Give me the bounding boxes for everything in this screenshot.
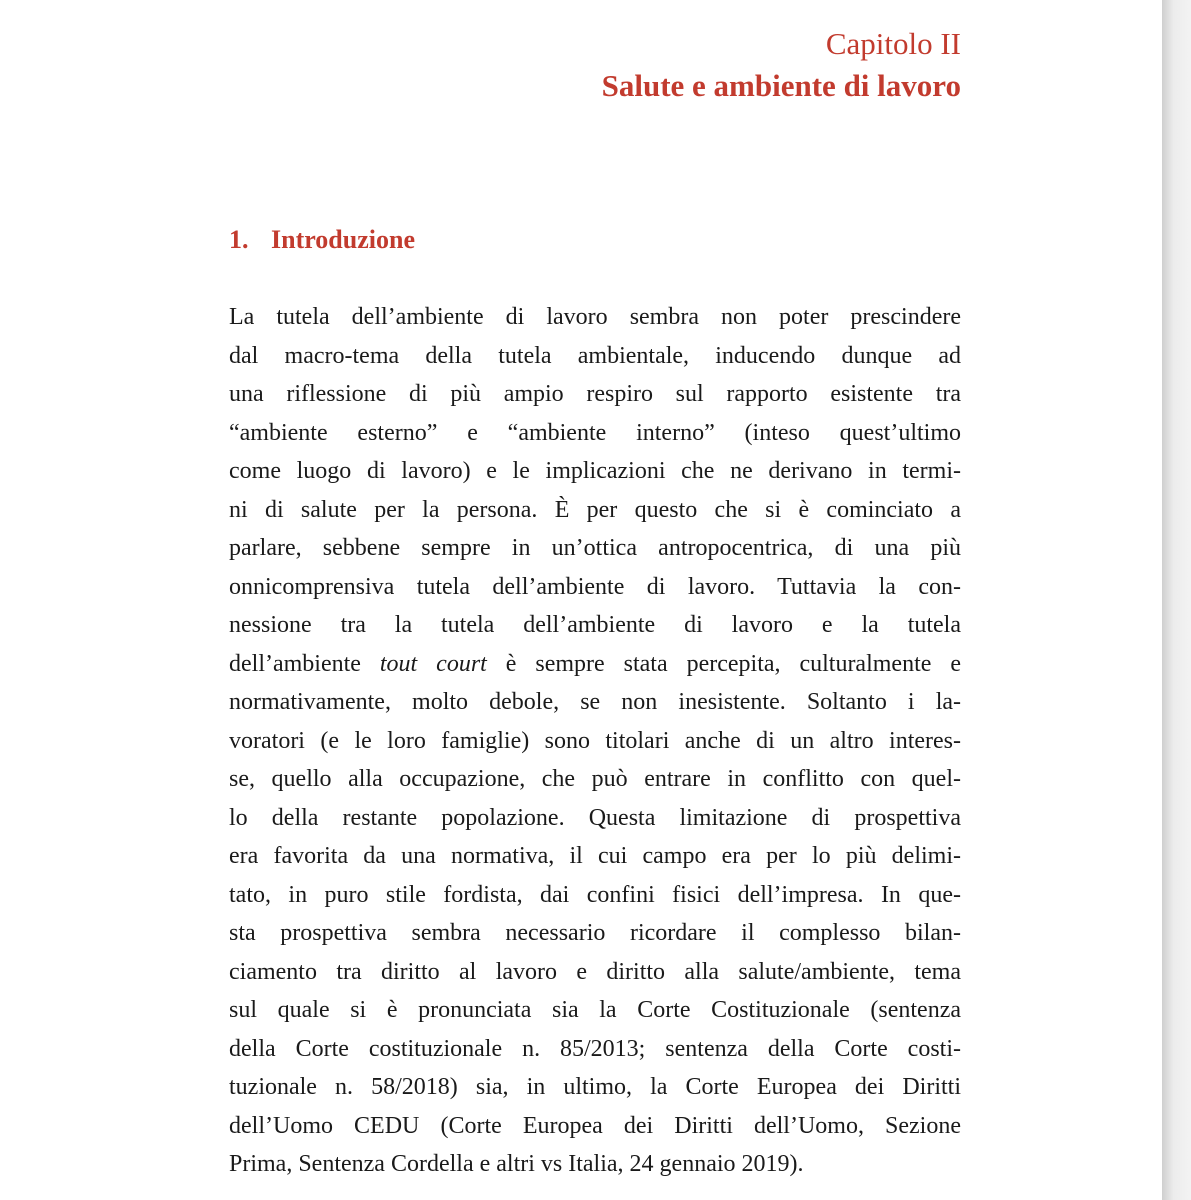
text-line: della Corte costituzionale n. 85/2013; sentenza della Corte costi-	[229, 1035, 961, 1062]
text-line: sta prospettiva sembra necessario ricordare il complesso bilan-	[229, 920, 961, 946]
text-line: sul quale si è pronunciata sia la Corte Costituzionale (sentenza	[229, 997, 961, 1023]
text-line: voratori (e le loro famiglie) sono titolari anche di un altro interes-	[229, 727, 961, 754]
text-segment: è sempre stata percepita, culturalmente e	[486, 650, 961, 677]
text-line: normativamente, molto debole, se non inesistente. Soltanto i la-	[229, 689, 961, 715]
text-line: tato, in puro stile fordista, dai confini fisici dell’impresa. In que-	[229, 881, 961, 908]
text-line: come luogo di lavoro) e le implicazioni che ne derivano in termi-	[229, 458, 961, 484]
chapter-title: Salute e ambiente di lavoro	[601, 68, 961, 103]
text-line: dal macro-tema della tutela ambientale, inducendo dunque ad	[229, 342, 961, 369]
text-line: nessione tra la tutela dell’ambiente di lavoro e la tutela	[229, 612, 961, 638]
text-line: dell’Uomo CEDU (Corte Europea dei Diritti dell’Uomo, Sezione	[229, 1112, 961, 1139]
text-line: ciamento tra diritto al lavoro e diritto alla salute/ambiente, tema	[229, 958, 961, 985]
text-segment: dell’ambiente	[229, 650, 380, 677]
page-edge-shadow	[1162, 0, 1191, 1200]
text-line: ni di salute per la persona. È per questo che si è cominciato a	[229, 496, 961, 523]
text-line: Prima, Sentenza Cordella e altri vs Italia, 24 gennaio 2019).	[229, 1151, 804, 1177]
text-line: La tutela dell’ambiente di lavoro sembra non poter prescindere	[229, 304, 961, 330]
text-line: onnicomprensiva tutela dell’ambiente di lavoro. Tuttavia la con-	[229, 573, 961, 600]
text-line: tuzionale n. 58/2018) sia, in ultimo, la Corte Europea dei Diritti	[229, 1074, 961, 1100]
text-line: parlare, sebbene sempre in un’ottica antropocentrica, di una più	[229, 535, 961, 561]
italic-phrase: tout court	[379, 650, 487, 677]
section-heading	[229, 222, 415, 258]
body-paragraph	[229, 298, 961, 1184]
text-line: “ambiente esterno” e “ambiente interno” (inteso quest’ultimo	[229, 419, 961, 446]
text-line-with-italic	[229, 645, 961, 684]
section-title: Introduzione	[271, 225, 415, 254]
text-line: una riflessione di più ampio respiro sul rapporto esistente tra	[229, 381, 961, 407]
text-line: era favorita da una normativa, il cui campo era per lo più delimi-	[229, 843, 961, 869]
chapter-label: Capitolo II	[825, 26, 961, 61]
text-line: lo della restante popolazione. Questa limitazione di prospettiva	[229, 804, 961, 831]
section-number: 1.	[229, 225, 249, 254]
text-line: se, quello alla occupazione, che può entrare in conflitto con quel-	[229, 766, 961, 792]
